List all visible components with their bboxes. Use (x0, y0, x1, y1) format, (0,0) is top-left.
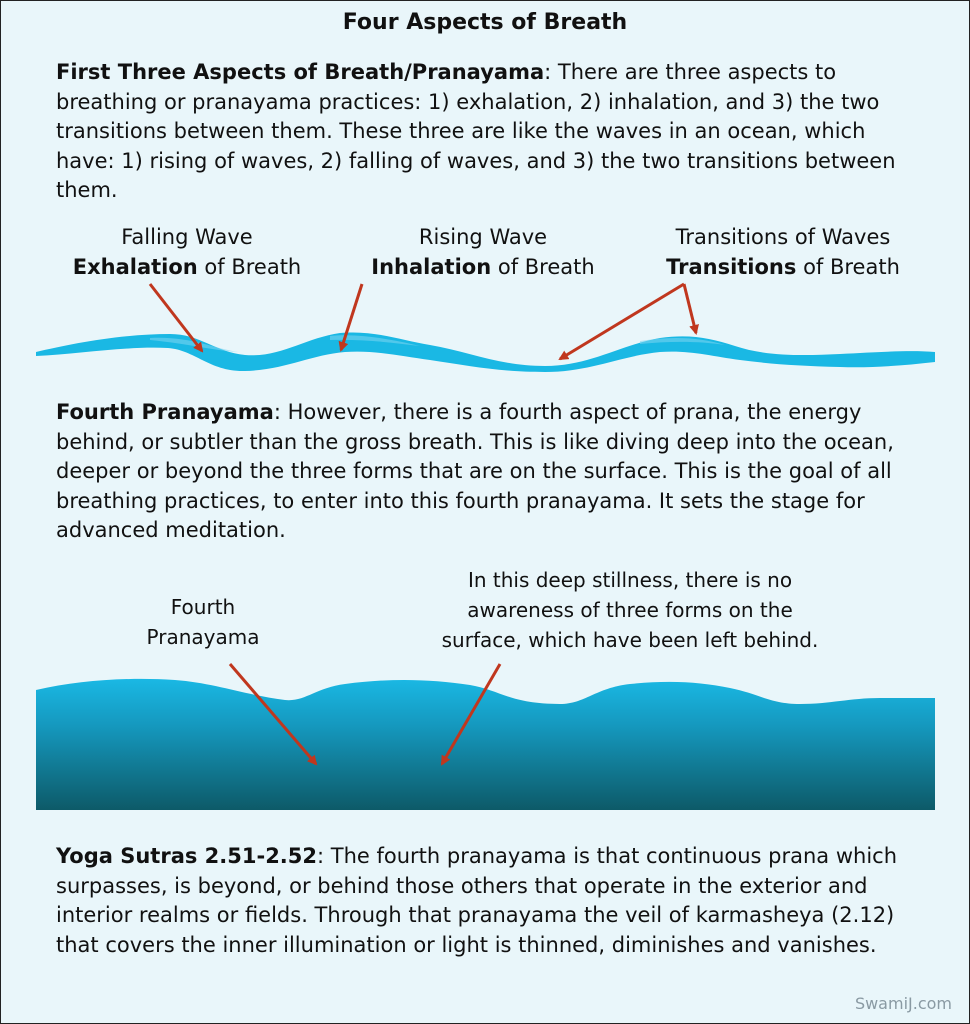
transitions-suffix: of Breath (796, 254, 900, 279)
stillness-line-2: awareness of three forms on the (467, 598, 793, 622)
stillness-line-3: surface, which have been left behind. (441, 628, 819, 652)
exhalation-suffix: of Breath (197, 254, 302, 279)
section-2-heading: Fourth Pranayama (56, 400, 274, 424)
fourth-label-line-2: Pranayama (146, 625, 260, 649)
falling-wave-title: Falling Wave (121, 225, 253, 249)
section-3-text: : The fourth pranayama is that continuous prana which surpasses, is beyond, or behind those others that operate in the exterior and interior realms or fields. Through that pranayama the veil of karmasheya (2.12) that covers the inner illumination or light is thinned, diminishes and vanishes. (56, 844, 898, 957)
inhalation-suffix: of Breath (491, 254, 595, 279)
section-3-heading: Yoga Sutras 2.51-2.52 (56, 844, 318, 868)
exhalation-term: Exhalation (72, 254, 198, 279)
inhalation-term: Inhalation (371, 254, 492, 279)
section-1-heading: First Three Aspects of Breath/Pranayama (56, 60, 545, 84)
credit-watermark: SwamiJ.com (854, 994, 952, 1013)
section-1-text: : There are three aspects to breathing or pranayama practices: 1) exhalation, 2) inhalation, and 3) the two transitions between them. These three are like the waves in an ocean, which have: 1) rising of waves, 2) falling of waves, and 3) the two transitions between them. (56, 60, 896, 202)
stillness-line-1: In this deep stillness, there is no (467, 568, 793, 592)
fourth-label-line-1: Fourth (170, 595, 236, 619)
page-title: Four Aspects of Breath (342, 10, 628, 35)
transitions-term: Transitions (666, 254, 797, 279)
deep-ocean (36, 679, 935, 810)
transition-arrow-right (684, 284, 696, 333)
section-2-text: : However, there is a fourth aspect of prana, the energy behind, or subtler than the gross breath. This is like diving deep into the ocean, deeper or beyond the three forms that are on the surface. This is the goal of all breathing practices, to enter into this fourth pranayama. It sets the stage for advanced meditation. (56, 400, 894, 542)
rising-wave-title: Rising Wave (418, 225, 548, 249)
transitions-title: Transitions of Waves (675, 225, 891, 249)
